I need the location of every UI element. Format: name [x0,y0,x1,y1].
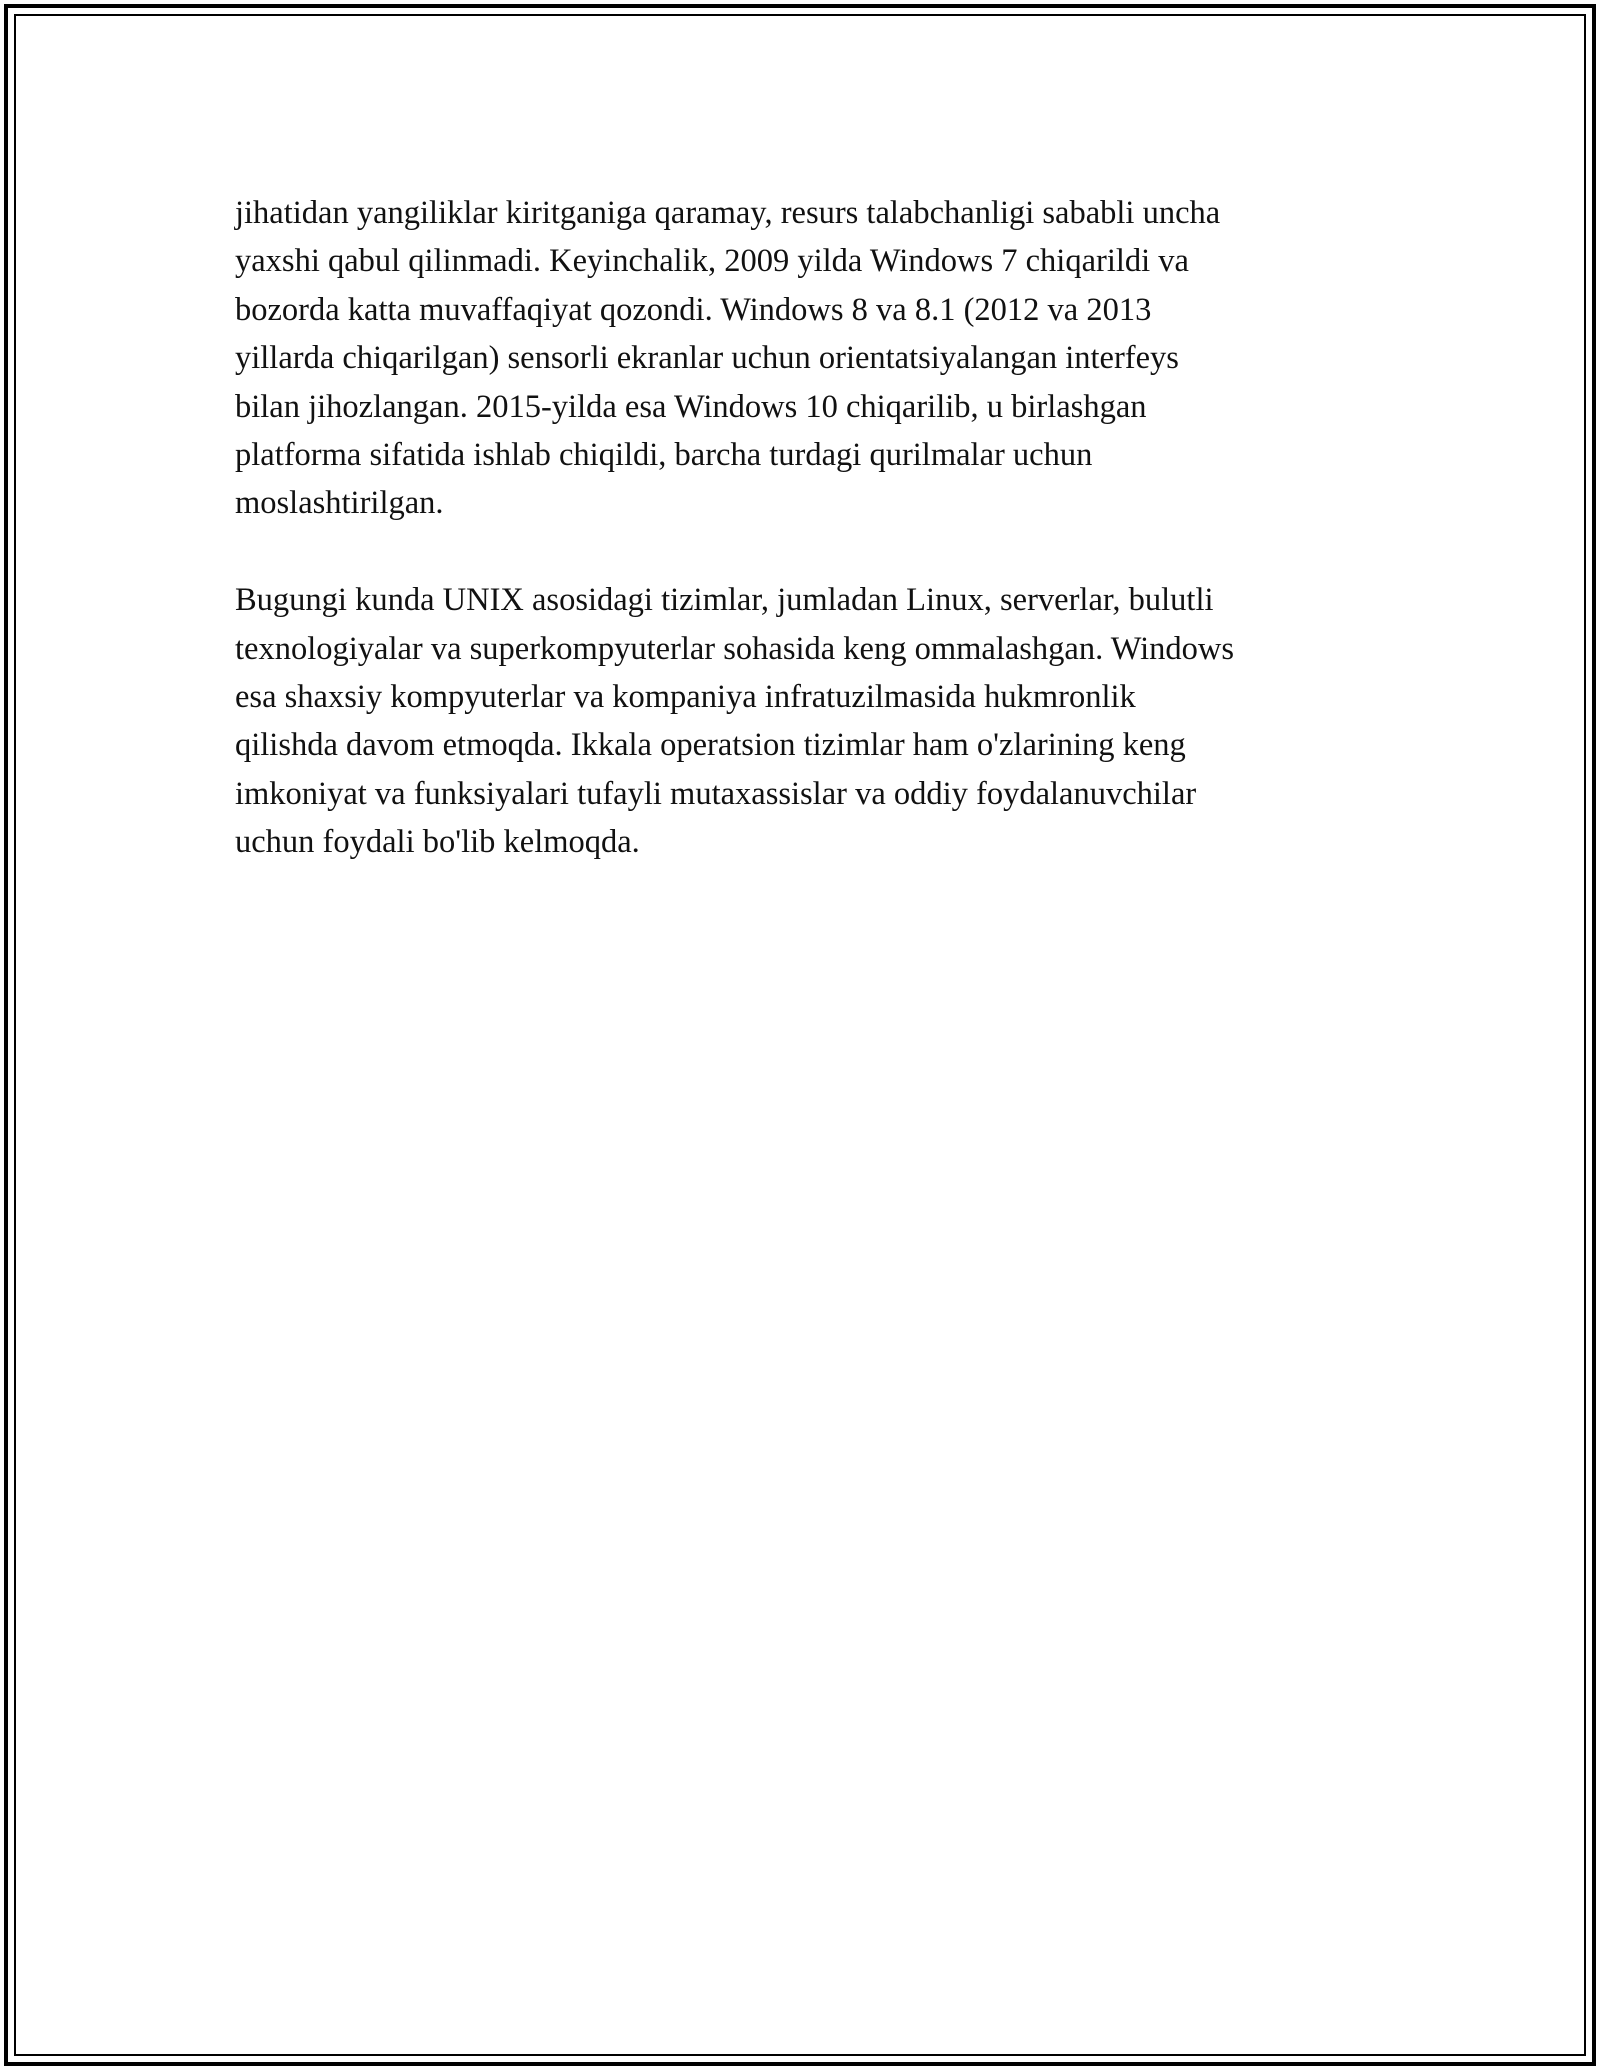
text-line: yillarda chiqarilgan) sensorli ekranlar uchun orientatsiyalangan interfeys [235,340,1179,377]
text-line: esa shaxsiy kompyuterlar va kompaniya infratuzilmasida hukmronlik [235,679,1136,716]
paragraph-spacer [235,528,1385,576]
text-line: uchun foydali bo'lib kelmoqda. [235,824,640,861]
text-line: qilishda davom etmoqda. Ikkala operatsion tizimlar ham o'zlarining keng [235,727,1186,764]
text-line: bozorda katta muvaffaqiyat qozondi. Windows 8 va 8.1 (2012 va 2013 [235,291,1152,328]
text-line: Bugungi kunda UNIX asosidagi tizimlar, jumladan Linux, serverlar, bulutli [235,582,1214,619]
document-body [235,189,1385,867]
text-line: bilan jihozlangan. 2015-yilda esa Windows 10 chiqarilib, u birlashgan [235,388,1147,425]
text-line: texnologiyalar va superkompyuterlar sohasida keng ommalashgan. Windows [235,630,1235,667]
text-line: jihatidan yangiliklar kiritganiga qaramay, resurs talabchanligi sababli uncha [235,195,1221,231]
text-line: imkoniyat va funksiyalari tufayli mutaxassislar va oddiy foydalanuvchilar [235,775,1197,812]
text-line: moslashtirilgan. [235,485,444,522]
paragraph-1 [235,189,1385,528]
text-line: yaxshi qabul qilinmadi. Keyinchalik, 2009 yilda Windows 7 chiqarildi va [235,243,1189,280]
paragraph-2 [235,576,1385,866]
text-line: platforma sifatida ishlab chiqildi, barcha turdagi qurilmalar uchun [235,437,1093,474]
